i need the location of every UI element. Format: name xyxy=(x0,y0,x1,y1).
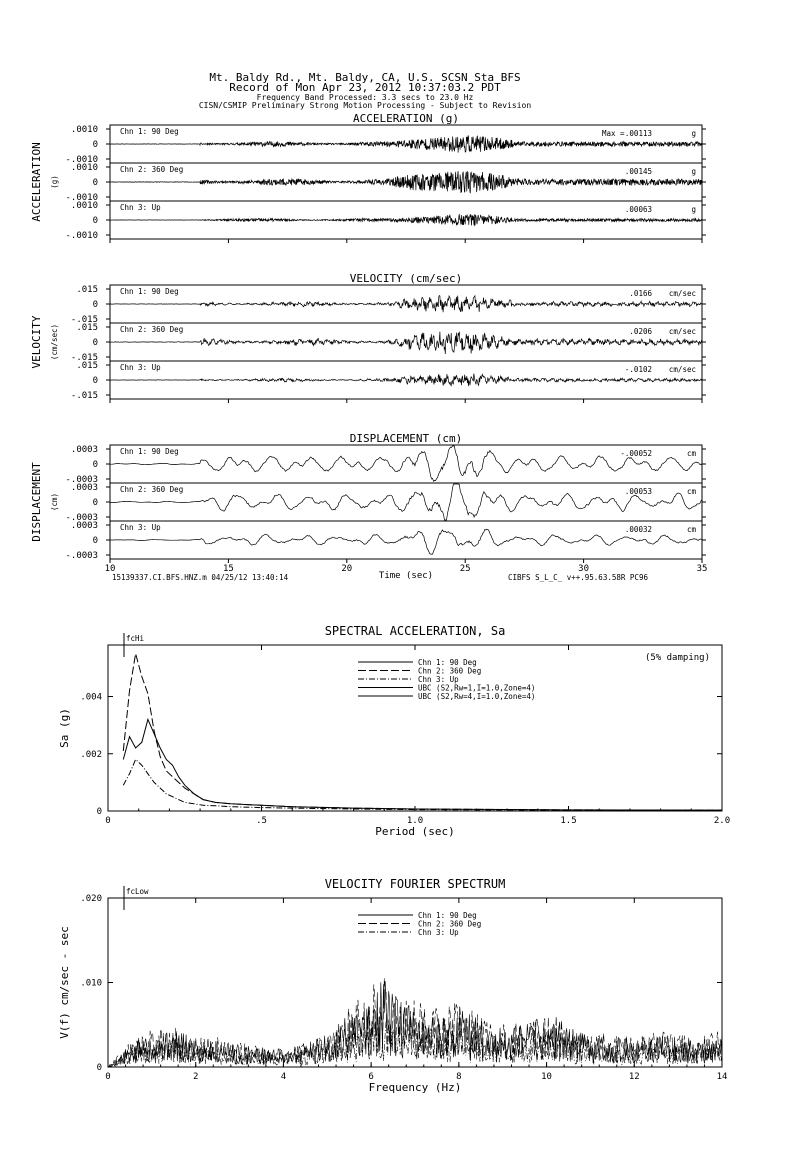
panel-unit-label: (g) xyxy=(50,175,59,189)
ytick-label: 0 xyxy=(92,498,98,508)
ytick-label: -.0003 xyxy=(65,475,98,485)
max-unit: cm/sec xyxy=(668,327,696,336)
spectral-acceleration-chart xyxy=(58,624,730,838)
trace-frame xyxy=(110,483,702,521)
xtick-label: 14 xyxy=(716,1072,728,1082)
waveform xyxy=(110,529,702,554)
xtick-label: 4 xyxy=(280,1072,287,1082)
ytick-label: -.0010 xyxy=(65,193,98,203)
legend-entry: Chn 3: Up xyxy=(418,928,459,937)
max-unit: g xyxy=(691,129,696,138)
trace-frame xyxy=(110,521,702,559)
ytick-label: .0003 xyxy=(70,483,98,493)
legend-entry: Chn 1: 90 Deg xyxy=(418,658,477,667)
chart-title: VELOCITY FOURIER SPECTRUM xyxy=(324,877,506,891)
xtick-label: 12 xyxy=(628,1072,640,1082)
ytick-label: .0010 xyxy=(70,163,98,173)
ytick-label: 0 xyxy=(92,460,98,470)
xtick-label: 1.5 xyxy=(560,816,577,826)
legend-entry: Chn 2: 360 Deg xyxy=(418,919,482,929)
xtick-label: 8 xyxy=(456,1072,462,1082)
header-line-3: Frequency Band Processed: 3.3 secs to 23.0 Hz xyxy=(256,93,474,102)
time-series-panel xyxy=(30,432,706,563)
ytick-label: -.0010 xyxy=(65,231,98,241)
trace xyxy=(71,361,706,401)
trace xyxy=(65,125,706,165)
time-series-panel xyxy=(30,112,706,243)
ytick-label: 0 xyxy=(92,338,98,348)
xtick-label: 1.0 xyxy=(406,816,424,826)
waveform xyxy=(110,214,702,225)
max-unit: cm/sec xyxy=(668,289,696,298)
ytick-label: .002 xyxy=(80,749,102,760)
max-value: .0166 xyxy=(629,289,652,298)
panel-title: VELOCITY (cm/sec) xyxy=(349,272,463,285)
waveform xyxy=(110,446,702,481)
xtick-label: 2 xyxy=(193,1072,199,1082)
channel-label: Chn 2: 360 Deg xyxy=(120,165,184,174)
ytick-label: .0010 xyxy=(70,125,98,135)
chart-title: SPECTRAL ACCELERATION, Sa xyxy=(324,624,506,638)
ytick-label: .015 xyxy=(76,285,98,295)
max-unit: cm xyxy=(686,449,696,458)
xtick-label: .5 xyxy=(256,816,267,826)
y-axis-label: V(f) cm/sec - sec xyxy=(58,926,71,1039)
ytick-label: -.015 xyxy=(70,391,98,401)
waveform xyxy=(110,374,702,387)
channel-label: Chn 3: Up xyxy=(120,523,161,532)
header-line-2: Record of Mon Apr 23, 2012 10:37:03.2 PDT xyxy=(229,81,501,94)
time-series-section xyxy=(30,112,707,582)
footer-right: CIBFS S_L_C_ v++.95.63.58R PC96 xyxy=(508,573,648,582)
max-value: .00053 xyxy=(624,487,652,496)
channel-label: Chn 3: Up xyxy=(120,203,161,212)
ytick-label: 0 xyxy=(92,140,98,150)
series-line xyxy=(123,719,722,810)
ytick-label: .0003 xyxy=(70,521,98,531)
ytick-label: -.015 xyxy=(70,315,98,325)
legend-entry: Chn 1: 90 Deg xyxy=(418,911,477,920)
panel-title: ACCELERATION (g) xyxy=(353,112,459,125)
time-tick-label: 20 xyxy=(341,564,353,574)
max-unit: g xyxy=(691,167,696,176)
xtick-label: 10 xyxy=(541,1072,552,1082)
ytick-label: .020 xyxy=(80,894,102,904)
trace xyxy=(65,483,706,523)
channel-label: Chn 1: 90 Deg xyxy=(120,287,179,296)
xtick-label: 0 xyxy=(105,1072,111,1082)
trace xyxy=(65,445,706,485)
panel-unit-label: (cm/sec) xyxy=(50,323,59,361)
legend-entry: UBC (S2,Rw=1,I=1.0,Zone=4) xyxy=(418,683,536,693)
damping-note: (5% damping) xyxy=(644,653,710,663)
ytick-label: -.0003 xyxy=(65,513,98,523)
waveform xyxy=(110,296,702,313)
waveform xyxy=(110,484,702,520)
max-unit: cm/sec xyxy=(668,365,696,374)
y-axis-label: Sa (g) xyxy=(58,708,71,748)
ytick-label: .0003 xyxy=(70,445,98,455)
time-tick-label: 35 xyxy=(696,564,708,574)
ytick-label: 0 xyxy=(92,536,98,546)
time-series-panel xyxy=(30,272,706,403)
velocity-fourier-spectrum-chart xyxy=(58,877,727,1094)
footer-left: 15139337.CI.BFS.HNZ.m 04/25/12 13:40:14 xyxy=(112,573,289,582)
trace xyxy=(65,201,706,241)
channel-label: Chn 3: Up xyxy=(120,363,161,372)
trace xyxy=(65,521,706,561)
legend-entry: UBC (S2,Rw=4,I=1.0,Zone=4) xyxy=(418,692,536,701)
channel-label: Chn 1: 90 Deg xyxy=(120,127,179,136)
ytick-label: .004 xyxy=(80,692,102,703)
trace-frame xyxy=(110,445,702,483)
max-unit: g xyxy=(691,205,696,214)
max-unit: cm xyxy=(686,525,696,534)
channel-label: Chn 2: 360 Deg xyxy=(120,325,184,334)
cutoff-marker-label: fcHi xyxy=(126,634,145,643)
max-value: -.0102 xyxy=(624,365,652,374)
max-value: -.00052 xyxy=(620,449,652,458)
ytick-label: 0 xyxy=(92,216,98,226)
chart-frame xyxy=(108,645,722,811)
legend-entry: Chn 2: 360 Deg xyxy=(418,666,482,676)
ytick-label: 0 xyxy=(92,178,98,188)
ytick-label: 0 xyxy=(92,376,98,386)
waveform xyxy=(110,332,702,354)
max-unit: cm xyxy=(686,487,696,496)
xtick-label: 2.0 xyxy=(713,816,731,826)
legend-entry: Chn 3: Up xyxy=(418,675,459,684)
cutoff-marker-label: fcLow xyxy=(126,887,149,896)
trace xyxy=(65,163,706,203)
ytick-label: -.0010 xyxy=(65,155,98,165)
ytick-label: .015 xyxy=(76,323,98,333)
max-value: .00145 xyxy=(624,167,652,176)
ytick-label: 0 xyxy=(96,1063,102,1073)
xtick-label: 0 xyxy=(105,816,111,826)
ytick-label: 0 xyxy=(96,807,102,817)
trace xyxy=(71,323,706,363)
waveform xyxy=(110,136,702,153)
time-axis-label: Time (sec) xyxy=(378,571,434,581)
ytick-label: .010 xyxy=(80,978,102,989)
time-tick-label: 10 xyxy=(104,564,116,574)
panel-ylabel: ACCELERATION xyxy=(30,142,43,222)
ytick-label: -.015 xyxy=(70,353,98,363)
time-tick-label: 15 xyxy=(222,564,234,574)
waveform xyxy=(110,171,702,193)
ytick-label: -.0003 xyxy=(65,551,98,561)
trace xyxy=(71,285,706,325)
time-tick-label: 30 xyxy=(578,564,590,574)
panel-ylabel: VELOCITY xyxy=(30,315,43,369)
ytick-label: .015 xyxy=(76,361,98,371)
channel-label: Chn 1: 90 Deg xyxy=(120,447,179,456)
max-prefix: Max = xyxy=(602,129,625,138)
ytick-label: 0 xyxy=(92,300,98,310)
series-line xyxy=(123,760,722,811)
max-value: .00032 xyxy=(624,525,652,534)
time-tick-label: 25 xyxy=(459,564,471,574)
x-axis-label: Frequency (Hz) xyxy=(368,1081,462,1094)
x-axis-label: Period (sec) xyxy=(375,825,455,838)
max-value: .00063 xyxy=(624,205,652,214)
ytick-label: .0010 xyxy=(70,201,98,211)
max-value: .00113 xyxy=(624,129,652,138)
channel-label: Chn 2: 360 Deg xyxy=(120,485,184,494)
max-value: .0206 xyxy=(629,327,652,336)
panel-unit-label: (cm) xyxy=(50,492,59,512)
header-line-4: CISN/CSMIP Preliminary Strong Motion Processing - Subject to Revision xyxy=(198,101,532,110)
panel-title: DISPLACEMENT (cm) xyxy=(349,432,463,445)
header-line-1: Mt. Baldy Rd., Mt. Baldy, CA, U.S. SCSN Sta BFS xyxy=(209,71,521,84)
panel-ylabel: DISPLACEMENT xyxy=(30,462,43,542)
xtick-label: 6 xyxy=(368,1072,374,1082)
